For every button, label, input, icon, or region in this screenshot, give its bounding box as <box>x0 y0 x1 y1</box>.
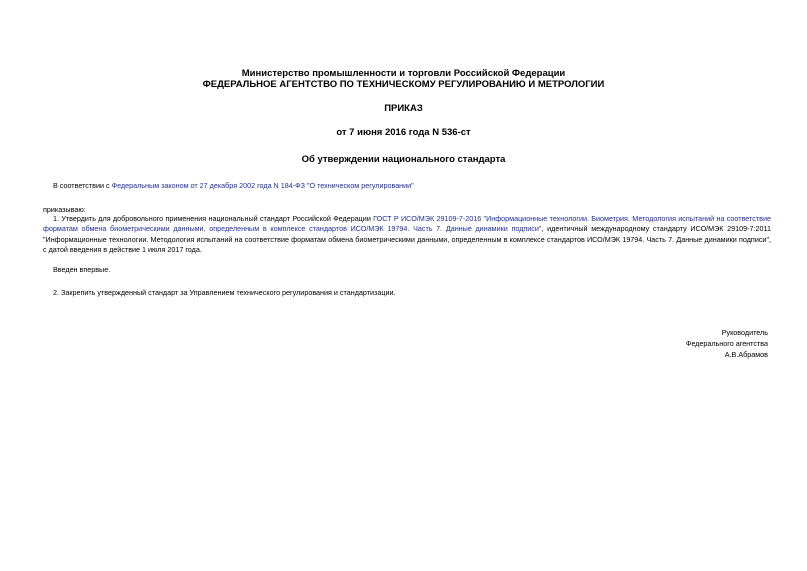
federal-law-link[interactable]: Федеральным законом от 27 декабря 2002 года N 184-ФЗ "О техническом регулировании" <box>111 181 414 190</box>
signer-name: А.В.Абрамов <box>724 349 768 359</box>
preamble-prefix: В соответствии с <box>53 181 112 190</box>
introduction-note: Введен впервые. <box>53 265 111 274</box>
order-date-number: от 7 июня 2016 года N 536-ст <box>336 127 471 138</box>
order-item-1 <box>43 214 771 256</box>
signer-title-line2: Федерального агентства <box>685 338 768 348</box>
signature-block <box>686 328 768 360</box>
item1-prefix: 1. Утвердить для добровольного применения национальный стандарт Российской Федерации <box>53 214 374 223</box>
order-item-2: 2. Закрепить утвержденный стандарт за Управлением технического регулирования и стандартизации. <box>53 288 396 297</box>
standard-link[interactable]: ГОСТ Р ИСО/МЭК 29109-7-2016 "Информационные технологии. Биометрия. Методология испытаний на соответствие форматам обмена биометрическими данными, определенным в комплексе стандартов ИСО/МЭК 19794. Часть 7. Данные динамики подписи" <box>43 214 771 234</box>
item1-suffix: , идентичный международному стандарту ИСО/МЭК 29109-7:2011 "Информационные технологии. Методология испытаний на соответствие форматам обмена биометрическими данными, определенным в комплексе стандартов ИСО/МЭК 19794. Часть 7. Данные динамики подписи", с датой введения в действие 1 июля 2017 года. <box>43 224 772 255</box>
preamble <box>53 181 414 191</box>
agency-name: ФЕДЕРАЛЬНОЕ АГЕНТСТВО ПО ТЕХНИЧЕСКОМУ РЕГУЛИРОВАНИЮ И МЕТРОЛОГИИ <box>202 79 605 90</box>
ministry-name: Министерство промышленности и торговли Российской Федерации <box>241 68 566 79</box>
document-type: ПРИКАЗ <box>384 103 423 114</box>
orders-intro: приказываю: <box>43 205 86 214</box>
order-subject: Об утверждении национального стандарта <box>301 154 506 165</box>
signer-title-line1: Руководитель <box>721 328 768 337</box>
